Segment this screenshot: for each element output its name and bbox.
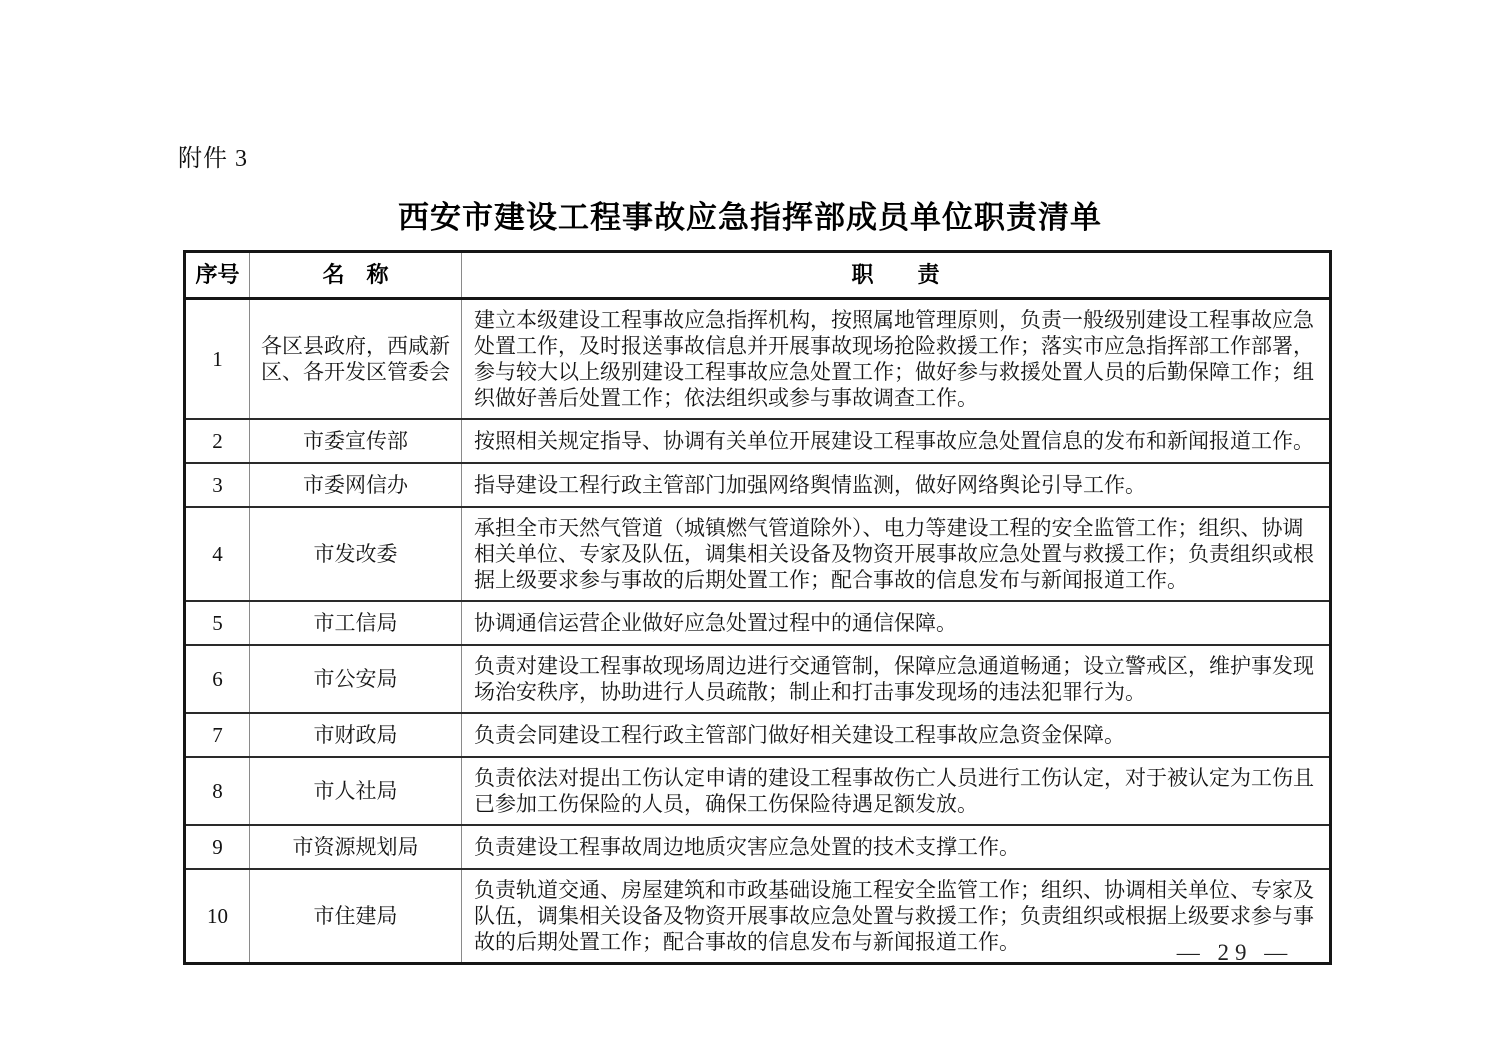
- row-no: 3: [185, 463, 250, 507]
- table-row: [185, 601, 1331, 645]
- header-duty: 职 责: [462, 252, 1331, 299]
- row-duty: 指导建设工程行政主管部门加强网络舆情监测，做好网络舆论引导工作。: [462, 463, 1331, 507]
- row-no: 10: [185, 869, 250, 964]
- row-name: 市发改委: [250, 507, 462, 601]
- row-no: 9: [185, 825, 250, 869]
- attachment-label: 附件 3: [178, 146, 248, 172]
- row-no: 6: [185, 645, 250, 713]
- footer-page-number: — 29 —: [1176, 940, 1294, 965]
- row-no: 5: [185, 601, 250, 645]
- row-duty: 协调通信运营企业做好应急处置过程中的通信保障。: [462, 601, 1331, 645]
- page-title: 西安市建设工程事故应急指挥部成员单位职责清单: [398, 200, 1102, 235]
- row-duty: 负责会同建设工程行政主管部门做好相关建设工程事故应急资金保障。: [462, 713, 1331, 757]
- table-row: [185, 419, 1331, 463]
- table-row: [185, 825, 1331, 869]
- row-name: 市公安局: [250, 645, 462, 713]
- table-row: [185, 299, 1331, 420]
- table-row: [185, 463, 1331, 507]
- row-duty: 负责对建设工程事故现场周边进行交通管制，保障应急通道畅通；设立警戒区，维护事发现场治安秩序，协助进行人员疏散；制止和打击事发现场的违法犯罪行为。: [462, 645, 1331, 713]
- table-body: [185, 299, 1331, 964]
- row-name: 各区县政府，西咸新区、各开发区管委会: [250, 299, 462, 420]
- row-duty: 负责轨道交通、房屋建筑和市政基础设施工程安全监管工作；组织、协调相关单位、专家及队伍，调集相关设备及物资开展事故应急处置与救援工作；负责组织或根据上级要求参与事故的后期处置工作；配合事故的信息发布与新闻报道工作。: [462, 869, 1331, 964]
- row-duty: 按照相关规定指导、协调有关单位开展建设工程事故应急处置信息的发布和新闻报道工作。: [462, 419, 1331, 463]
- row-no: 7: [185, 713, 250, 757]
- duty-table: [183, 250, 1332, 965]
- row-name: 市资源规划局: [250, 825, 462, 869]
- row-name: 市住建局: [250, 869, 462, 964]
- header-name: 名 称: [250, 252, 462, 299]
- table-row: [185, 713, 1331, 757]
- row-duty: 承担全市天然气管道（城镇燃气管道除外）、电力等建设工程的安全监管工作；组织、协调相关单位、专家及队伍，调集相关设备及物资开展事故应急处置与救援工作；负责组织或根据上级要求参与事故的后期处置工作；配合事故的信息发布与新闻报道工作。: [462, 507, 1331, 601]
- row-no: 8: [185, 757, 250, 825]
- table-header: [185, 252, 1331, 299]
- row-name: 市工信局: [250, 601, 462, 645]
- row-duty: 负责建设工程事故周边地质灾害应急处置的技术支撑工作。: [462, 825, 1331, 869]
- row-duty: 建立本级建设工程事故应急指挥机构，按照属地管理原则，负责一般级别建设工程事故应急处置工作，及时报送事故信息并开展事故现场抢险救援工作；落实市应急指挥部工作部署，参与较大以上级别建设工程事故应急处置工作；做好参与救援处置人员的后勤保障工作；组织做好善后处置工作；依法组织或参与事故调查工作。: [462, 299, 1331, 420]
- row-no: 4: [185, 507, 250, 601]
- row-no: 1: [185, 299, 250, 420]
- row-no: 2: [185, 419, 250, 463]
- row-duty: 负责依法对提出工伤认定申请的建设工程事故伤亡人员进行工伤认定，对于被认定为工伤且已参加工伤保险的人员，确保工伤保险待遇足额发放。: [462, 757, 1331, 825]
- table-row: [185, 757, 1331, 825]
- row-name: 市委宣传部: [250, 419, 462, 463]
- table-row: [185, 507, 1331, 601]
- row-name: 市人社局: [250, 757, 462, 825]
- row-name: 市财政局: [250, 713, 462, 757]
- header-row: [185, 252, 1331, 299]
- table-row: [185, 645, 1331, 713]
- header-no: 序号: [185, 252, 250, 299]
- row-name: 市委网信办: [250, 463, 462, 507]
